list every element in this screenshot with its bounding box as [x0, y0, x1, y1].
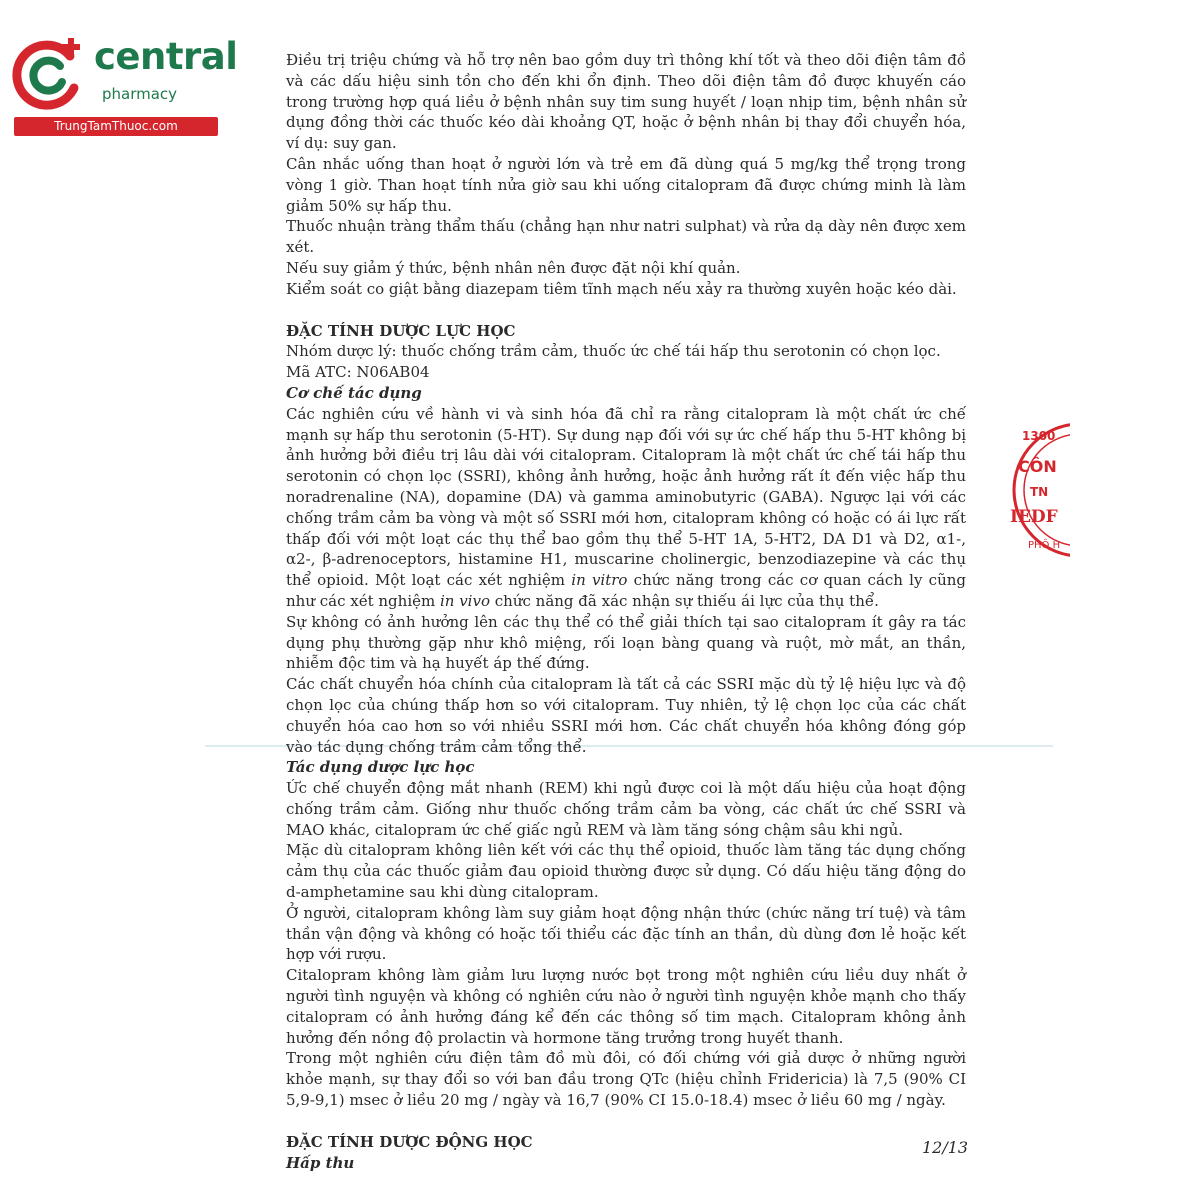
svg-text:PHÔ H: PHÔ H: [1028, 540, 1061, 551]
in-vitro-term: in vitro: [571, 571, 628, 590]
pharmacodynamics-heading: ĐẶC TÍNH DƯỢC LỰC HỌC: [286, 321, 516, 340]
in-vivo-term: in vivo: [439, 591, 490, 610]
mechanism-text-c: chức năng đã xác nhận sự thiếu ái lực của thụ thể.: [490, 591, 879, 610]
logo-subtitle: pharmacy: [102, 85, 178, 103]
logo-website: TrungTamThuoc.com: [14, 117, 218, 136]
document-body: [286, 50, 969, 1173]
absorption-heading: Hấp thu: [286, 1153, 355, 1172]
svg-text:TN: TN: [1030, 485, 1049, 499]
mechanism-text-b: chức năng trong các cơ quan cách ly cũng như các xét nghiệm: [286, 571, 966, 610]
central-logo-icon: [10, 36, 86, 112]
svg-text:CÔN: CÔN: [1018, 457, 1057, 476]
effects-paragraph-3: Ở người, citalopram không làm suy giảm hoạt động nhận thức (chức năng trí tuệ) và tâm thần vận động và không có hoặc tối thiểu các đặc tính an thần, dù dùng đơn lẻ hoặc kết hợp với rượu.: [286, 903, 966, 964]
effects-paragraph-1: Ức chế chuyển động mắt nhanh (REM) khi ngủ được coi là một dấu hiệu của hoạt động chống trầm cảm. Giống như thuốc chống trầm cảm ba vòng, các chất ức chế SSRI và MAO khác, citalopram ức chế giấc ngủ REM và làm tăng sóng chậm sâu khi ngủ.: [286, 779, 966, 839]
effects-paragraph-5: Trong một nghiên cứu điện tâm đồ mù đôi, có đối chứng với giả dược ở những người khỏe mạnh, sự thay đổi so với ban đầu trong QTc (hiệu chỉnh Fridericia) là 7,5 (90% CI 5,9-9,1) msec ở liều 20 mg / ngày và 16,7 (90% CI 15.0-18.4) msec ở liều 60 mg / ngày.: [286, 1049, 966, 1110]
mechanism-heading: Cơ chế tác dụng: [286, 383, 422, 402]
mechanism-text-a: Các nghiên cứu về hành vi và sinh hóa đã chỉ ra rằng citalopram là một chất ức chế mạnh sự hấp thu serotonin (5-HT). Sự dung nạp đối với sự ức chế hấp thu 5-HT không bị ảnh hưởng bởi điều trị lâu dài với citalopram. Citalopram là một chất ức chế tái hấp thu serotonin có chọn lọc (SSRI), không ảnh hưởng, hoặc ảnh hưởng rất ít đến việc hấp thu noradrenaline (NA), dopamine (DA) và gamma aminobutyric (GABA). Ngược lại với các chống trầm cảm ba vòng và một số SSRI mới hơn, citalopram không có hoặc có ái lực rất thấp đối với một loạt các thụ thể bao gồm thụ thể 5-HT 1A, 5-HT2, DA D1 và D2, α1-, α2-, β-adrenoceptors, histamine H1, muscarine cholinergic, benzodiazepine và các thụ thể opioid. Một loạt các xét nghiệm: [286, 404, 966, 590]
logo-brand-name: central: [94, 35, 238, 78]
intro-paragraph-1: Điều trị triệu chứng và hỗ trợ nên bao gồm duy trì thông khí tốt và theo dõi điện tâm đồ và các dấu hiệu sinh tồn cho đến khi ổn định. Theo dõi điện tâm đồ được khuyến cáo trong trường hợp quá liều ở bệnh nhân suy tim sung huyết / loạn nhịp tim, bệnh nhân sử dụng đồng thời các thuốc kéo dài khoảng QT, hoặc ở bệnh nhân bị thay đổi chuyển hóa, ví dụ: suy gan.: [286, 51, 966, 153]
intro-paragraph-4: Nếu suy giảm ý thức, bệnh nhân nên được đặt nội khí quản.: [286, 258, 741, 277]
mechanism-paragraph-2: Sự không có ảnh hưởng lên các thụ thể có thể giải thích tại sao citalopram ít gây ra tác dụng phụ thường gặp như khô miệng, rối loạn bàng quang và ruột, mờ mắt, an thần, nhiễm độc tim và hạ huyết áp thế đứng.: [286, 612, 966, 673]
svg-text:IEDF: IEDF: [1010, 507, 1058, 527]
company-stamp: [1010, 400, 1070, 580]
effects-paragraph-4: Citalopram không làm giảm lưu lượng nước bọt trong một nghiên cứu liều duy nhất ở người tình nguyện và không có nghiên cứu nào ở người tình nguyện khỏe mạnh cho thấy citalopram có ảnh hưởng đáng kể đến các thông số tim mạch. Citalopram không ảnh hưởng đến nồng độ prolactin và hormone tăng trưởng trong huyết thanh.: [286, 966, 966, 1047]
central-pharmacy-logo: [10, 35, 238, 136]
pharmacokinetics-heading: ĐẶC TÍNH DƯỢC ĐỘNG HỌC: [286, 1132, 533, 1151]
pharmacological-group: Nhóm dược lý: thuốc chống trầm cảm, thuốc ức chế tái hấp thu serotonin có chọn lọc.: [286, 342, 941, 361]
intro-paragraph-5: Kiểm soát co giật bằng diazepam tiêm tĩnh mạch nếu xảy ra thường xuyên hoặc kéo dài.: [286, 279, 957, 298]
intro-paragraph-2: Cân nhắc uống than hoạt ở người lớn và trẻ em đã dùng quá 5 mg/kg thể trọng trong vòng 1 giờ. Than hoạt tính nửa giờ sau khi uống citalopram đã được chứng minh là làm giảm 50% sự hấp thu.: [286, 154, 966, 215]
mechanism-paragraph-1: [286, 404, 966, 612]
svg-text:1300: 1300: [1022, 429, 1056, 443]
effects-paragraph-2: Mặc dù citalopram không liên kết với các thụ thể opioid, thuốc làm tăng tác dụng chống cảm thụ của các thuốc giảm đau opioid thường được sử dụng. Có dấu hiệu tăng động do d-amphetamine sau khi dùng citalopram.: [286, 841, 966, 902]
atc-code: Mã ATC: N06AB04: [286, 363, 430, 382]
intro-paragraph-3: Thuốc nhuận tràng thẩm thấu (chẳng hạn như natri sulphat) và rửa dạ dày nên được xem xét.: [286, 217, 966, 257]
page-number: 12/13: [922, 1138, 969, 1157]
effects-heading: Tác dụng dược lực học: [286, 758, 475, 777]
mechanism-paragraph-3: Các chất chuyển hóa chính của citalopram là tất cả các SSRI mặc dù tỷ lệ hiệu lực và độ chọn lọc của chúng thấp hơn so với citalopram. Tuy nhiên, tỷ lệ chọn lọc của các chất chuyển hóa cao hơn so với nhiều SSRI mới hơn. Các chất chuyển hóa không đóng góp vào tác dụng chống trầm cảm tổng thể.: [286, 675, 966, 756]
